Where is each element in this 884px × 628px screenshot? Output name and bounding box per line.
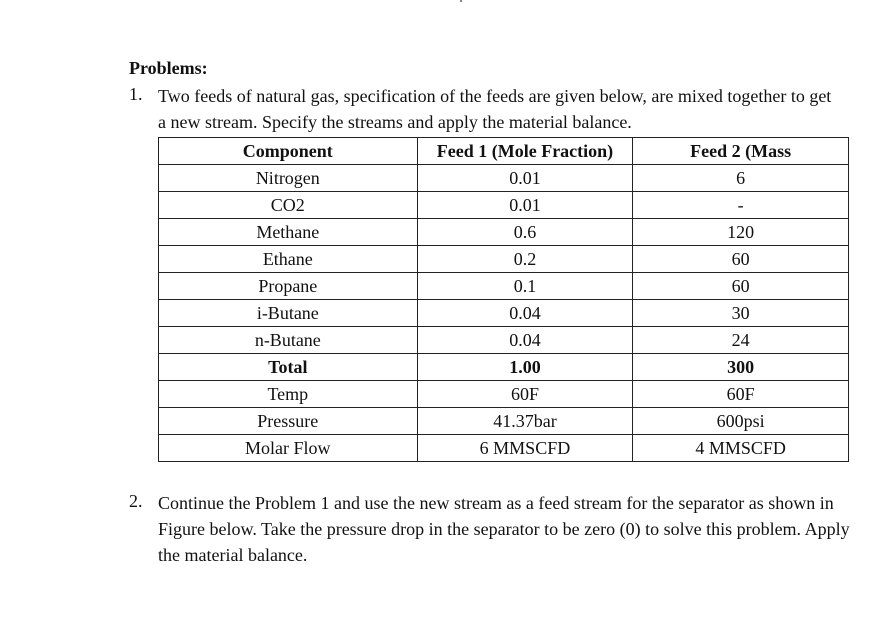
- cell-feed-2: 60F: [633, 381, 849, 408]
- table-row: [159, 192, 849, 219]
- cell-feed-1: 1.00: [417, 354, 633, 381]
- cell-feed-1: 0.6: [417, 219, 633, 246]
- cell-feed-2: 6: [633, 165, 849, 192]
- cell-component: Methane: [159, 219, 418, 246]
- table-row: [159, 381, 849, 408]
- header-feed-2: Feed 2 (Mass: [633, 138, 849, 165]
- cell-feed-2: 60: [633, 273, 849, 300]
- cell-component: Pressure: [159, 408, 418, 435]
- table-row: [159, 219, 849, 246]
- cell-component: n-Butane: [159, 327, 418, 354]
- cell-feed-1: 0.1: [417, 273, 633, 300]
- cell-feed-2: 120: [633, 219, 849, 246]
- cell-feed-2: 4 MMSCFD: [633, 435, 849, 462]
- cell-component: Temp: [159, 381, 418, 408]
- table-row: [159, 273, 849, 300]
- cell-feed-1: 0.01: [417, 165, 633, 192]
- problem-2-number: 2.: [129, 491, 143, 511]
- cell-component: Total: [159, 354, 418, 381]
- cell-feed-2: 600psi: [633, 408, 849, 435]
- cell-feed-1: 0.01: [417, 192, 633, 219]
- cell-component: Molar Flow: [159, 435, 418, 462]
- table-row: [159, 408, 849, 435]
- table-row: [159, 165, 849, 192]
- cell-feed-2: 30: [633, 300, 849, 327]
- problem-1-text: Two feeds of natural gas, specification of the feeds are given below, are mixed together to get a new stream. Specify the streams and apply the material balance.: [158, 86, 832, 132]
- cell-feed-1: 0.04: [417, 327, 633, 354]
- table-row: [159, 300, 849, 327]
- cell-feed-1: 6 MMSCFD: [417, 435, 633, 462]
- cell-component: Propane: [159, 273, 418, 300]
- table-header-row: [159, 138, 849, 165]
- table-row: [159, 327, 849, 354]
- header-component: Component: [159, 138, 418, 165]
- cell-feed-1: 0.2: [417, 246, 633, 273]
- scan-mark: [460, 0, 462, 2]
- problem-2-text: Continue the Problem 1 and use the new stream as a feed stream for the separator as shown in Figure below. Take the pressure drop in the separator to be zero (0) to solve this problem. Apply the material balance.: [158, 493, 850, 565]
- cell-feed-2: 60: [633, 246, 849, 273]
- cell-feed-2: 24: [633, 327, 849, 354]
- cell-component: CO2: [159, 192, 418, 219]
- feed-specification-table: [158, 137, 849, 462]
- table-row-total: [159, 354, 849, 381]
- cell-feed-2: 300: [633, 354, 849, 381]
- cell-component: Nitrogen: [159, 165, 418, 192]
- page-heading: Problems:: [129, 58, 208, 78]
- table-row: [159, 246, 849, 273]
- cell-component: i-Butane: [159, 300, 418, 327]
- problem-1-number: 1.: [129, 84, 143, 104]
- cell-component: Ethane: [159, 246, 418, 273]
- cell-feed-2: -: [633, 192, 849, 219]
- cell-feed-1: 60F: [417, 381, 633, 408]
- cell-feed-1: 41.37bar: [417, 408, 633, 435]
- cell-feed-1: 0.04: [417, 300, 633, 327]
- header-feed-1: Feed 1 (Mole Fraction): [417, 138, 633, 165]
- table-row: [159, 435, 849, 462]
